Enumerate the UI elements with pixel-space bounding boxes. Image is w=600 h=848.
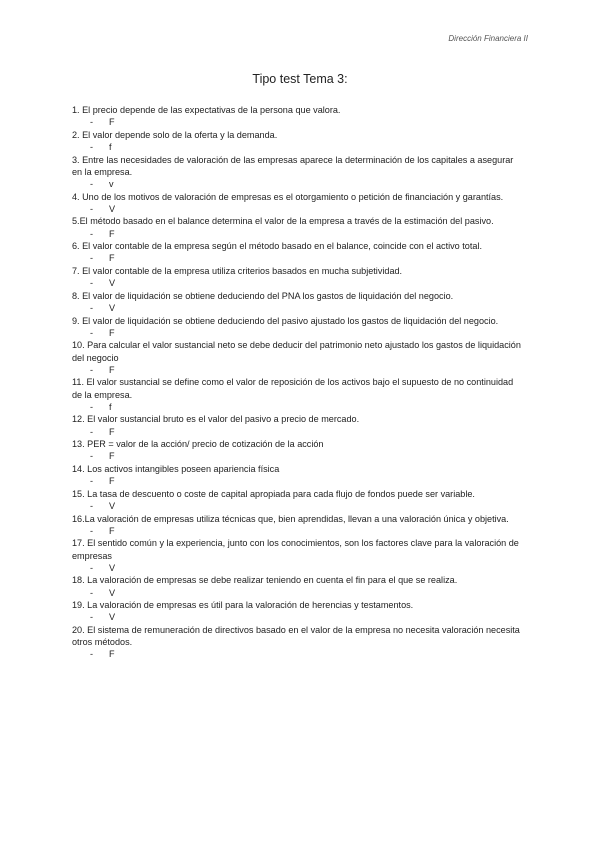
question-text: 7. El valor contable de la empresa utiliza criterios basados en mucha subjetividad. [72, 265, 403, 276]
answer-line [72, 178, 522, 191]
question-item [72, 513, 522, 538]
answer-line [72, 611, 522, 624]
page-title: Tipo test Tema 3: [252, 72, 348, 86]
bullet-dash: - [90, 203, 94, 214]
answer-value: V [109, 500, 116, 511]
answer-line [72, 475, 522, 488]
bullet-dash: - [90, 649, 94, 660]
answer-line [72, 327, 522, 340]
question-item [72, 599, 522, 624]
question-list [72, 104, 522, 661]
answer-line [72, 252, 522, 265]
question-text: 9. El valor de liquidación se obtiene deduciendo del pasivo ajustado los gastos de liquidación del negocio. [72, 315, 499, 326]
answer-line [72, 450, 522, 463]
answer-line [72, 228, 522, 241]
bullet-dash: - [90, 426, 94, 437]
question-text: 13. PER = valor de la acción/ precio de cotización de la acción [72, 439, 324, 450]
question-item [72, 463, 522, 488]
question-item [72, 315, 522, 340]
answer-value: F [109, 253, 115, 264]
question-text: 16.La valoración de empresas utiliza técnicas que, bien aprendidas, llevan a una valoración única y objetiva. [72, 513, 509, 524]
bullet-dash: - [90, 401, 94, 412]
question-text: 14. Los activos intangibles poseen apariencia física [72, 463, 280, 474]
bullet-dash: - [90, 562, 94, 573]
page-header: Dirección Financiera II [448, 34, 528, 43]
answer-line [72, 364, 522, 377]
answer-line [72, 302, 522, 315]
answer-line [72, 116, 522, 129]
question-text: 2. El valor depende solo de la oferta y la demanda. [72, 129, 278, 140]
answer-line [72, 500, 522, 513]
question-item [72, 438, 522, 463]
question-text: 3. Entre las necesidades de valoración de las empresas aparece la determinación de los capitales a asegurar en la empresa. [72, 154, 514, 177]
answer-value: V [109, 587, 116, 598]
question-item [72, 104, 522, 129]
question-text: 4. Uno de los motivos de valoración de empresas es el otorgamiento o petición de financiación y garantías. [72, 191, 504, 202]
question-item [72, 129, 522, 154]
bullet-dash: - [90, 302, 94, 313]
answer-value: V [109, 562, 116, 573]
answer-value: f [109, 401, 112, 412]
answer-line [72, 648, 522, 661]
bullet-dash: - [90, 525, 94, 536]
question-text: 18. La valoración de empresas se debe realizar teniendo en cuenta el fin para el que se realiza. [72, 575, 458, 586]
answer-value: F [109, 525, 115, 536]
answer-value: F [109, 228, 115, 239]
question-text: 17. El sentido común y la experiencia, junto con los conocimientos, son los factores clave para la valoración de empresas [72, 538, 519, 561]
answer-value: f [109, 142, 112, 152]
bullet-dash: - [90, 278, 94, 289]
bullet-dash: - [90, 327, 94, 338]
answer-value: V [109, 203, 116, 214]
question-text: 12. El valor sustancial bruto es el valor del pasivo a precio de mercado. [72, 414, 360, 425]
answer-value: V [109, 278, 116, 289]
question-item [72, 574, 522, 599]
bullet-dash: - [90, 179, 94, 189]
answer-value: F [109, 117, 115, 128]
answer-line [72, 525, 522, 538]
answer-value: F [109, 476, 115, 487]
answer-value: F [109, 327, 115, 338]
bullet-dash: - [90, 364, 94, 375]
question-item [72, 154, 522, 191]
answer-value: F [109, 649, 115, 660]
answer-line [72, 277, 522, 290]
answer-value: v [109, 179, 114, 189]
bullet-dash: - [90, 451, 94, 462]
question-text: 1. El precio depende de las expectativas de la persona que valora. [72, 105, 341, 115]
question-item [72, 413, 522, 438]
question-item [72, 339, 522, 376]
bullet-dash: - [90, 253, 94, 264]
answer-value: V [109, 302, 116, 313]
question-text: 10. Para calcular el valor sustancial neto se debe deducir del patrimonio neto ajustado los gastos de liquidación del negocio [72, 340, 521, 363]
answer-line [72, 141, 522, 154]
answer-value: F [109, 364, 115, 375]
bullet-dash: - [90, 612, 94, 623]
bullet-dash: - [90, 500, 94, 511]
bullet-dash: - [90, 142, 94, 152]
question-text: 15. La tasa de descuento o coste de capital apropiada para cada flujo de fondos puede ser variable. [72, 488, 475, 499]
question-text: 11. El valor sustancial se define como el valor de reposición de los activos bajo el supuesto de no continuidad de la empresa. [72, 377, 514, 400]
answer-line [72, 587, 522, 600]
answer-value: V [109, 612, 116, 623]
question-item [72, 265, 522, 290]
answer-line [72, 401, 522, 414]
question-text: 19. La valoración de empresas es útil para la valoración de herencias y testamentos. [72, 600, 414, 611]
bullet-dash: - [90, 117, 94, 128]
question-text: 5.El método basado en el balance determina el valor de la empresa a través de la estimación del pasivo. [72, 216, 494, 227]
bullet-dash: - [90, 476, 94, 487]
question-item [72, 376, 522, 413]
question-item [72, 488, 522, 513]
question-text: 6. El valor contable de la empresa según el método basado en el balance, coincide con el activo total. [72, 241, 482, 252]
question-item [72, 215, 522, 240]
question-text: 20. El sistema de remuneración de directivos basado en el valor de la empresa no necesita valoración necesita otros métodos. [72, 624, 520, 648]
question-item [72, 191, 522, 216]
answer-value: F [109, 426, 115, 437]
answer-value: F [109, 451, 115, 462]
question-item [72, 624, 522, 661]
question-text: 8. El valor de liquidación se obtiene deduciendo del PNA los gastos de liquidación del negocio. [72, 290, 454, 301]
question-item [72, 290, 522, 315]
answer-line [72, 562, 522, 575]
question-item [72, 240, 522, 265]
bullet-dash: - [90, 228, 94, 239]
answer-line [72, 203, 522, 216]
bullet-dash: - [90, 587, 94, 598]
answer-line [72, 426, 522, 439]
question-item [72, 537, 522, 574]
